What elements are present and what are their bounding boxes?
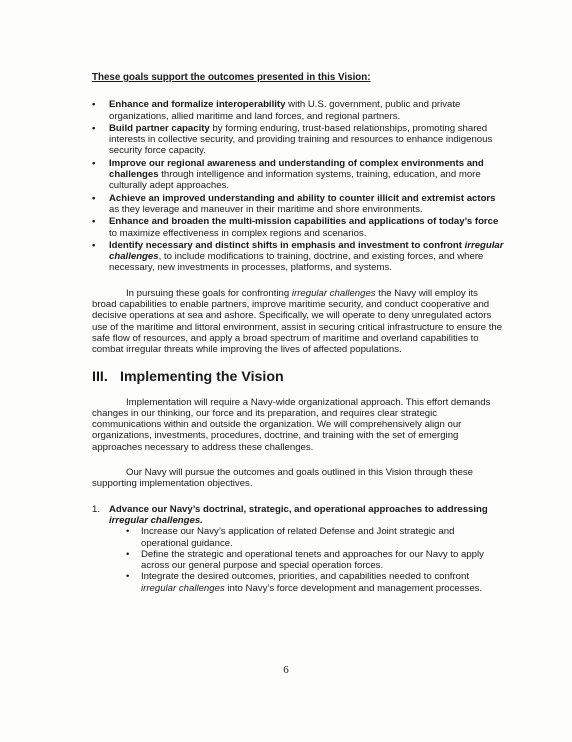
- goal-text: , to include modifications to training, doctrine, and existing forces, and where necessary, new investments in processes, platforms, and systems.: [109, 251, 484, 274]
- sub-item-text-end: into Navy’s force development and management processes.: [224, 582, 483, 594]
- goal-item: [92, 99, 504, 122]
- pursuing-italic: irregular challenges: [291, 287, 376, 299]
- section-number: III.: [92, 368, 108, 385]
- goal-text: to maximize effectiveness in complex regions and scenarios.: [109, 227, 367, 239]
- goal-bold: Achieve an improved understanding and ability to counter illicit and extremist actors: [109, 192, 496, 204]
- page-content: [92, 72, 504, 594]
- section-title: Implementing the Vision: [120, 368, 284, 385]
- goal-text: by forming enduring, trust-based relationships, promoting shared interests in collective security, and providing training and resources to enhance indigenous security force capacity.: [109, 122, 493, 157]
- sub-item-text-start: Integrate the desired outcomes, priorities, and capabilities needed to confront: [141, 571, 469, 583]
- goals-list: [92, 99, 504, 273]
- pursuing-text-end: the Navy will employ its broad capabilities to enable partners, improve maritime security, and conduct cooperative and decisive operations at sea and ashore. Specifically, we will operate to deny unregulated actors use of the maritime and littoral environment, assist in securing critical infrastructure to ensure the safe flow of resources, and apply a broad spectrum of maritime and overland capabilities to combat irregular threats while improving the lives of affected populations.: [92, 287, 503, 356]
- objective-item: [92, 504, 504, 594]
- goal-item: [92, 123, 504, 157]
- goal-text: with U.S. government, public and private organizations, allied maritime and land forces, and regional partners.: [109, 99, 461, 122]
- objective-bold: Advance our Navy’s doctrinal, strategic, and operational approaches to addressing: [109, 503, 488, 515]
- goal-item: [92, 158, 504, 192]
- objective-number: 1.: [92, 503, 101, 515]
- page-number: 6: [283, 664, 289, 676]
- goal-bold: Build partner capacity: [109, 122, 210, 134]
- section-heading: [92, 369, 504, 385]
- sub-item-text: Increase our Navy’s application of related Defense and Joint strategic and operational guidance.: [141, 526, 455, 549]
- sub-item: [126, 526, 504, 549]
- goal-text: through intelligence and information systems, training, education, and more culturally adept approaches.: [109, 169, 481, 192]
- sub-item: [126, 549, 504, 572]
- goals-heading: These goals support the outcomes presented in this Vision:: [92, 72, 371, 83]
- goal-item: [92, 240, 504, 274]
- objective-bold-italic: irregular challenges.: [109, 514, 203, 526]
- goal-bold: Identify necessary and distinct shifts in emphasis and investment to confront: [109, 239, 465, 251]
- sub-item-italic: irregular challenges: [141, 582, 225, 594]
- pursuing-text-start: In pursuing these goals for confronting: [126, 287, 292, 299]
- pursue-paragraph: Our Navy will pursue the outcomes and goals outlined in this Vision through these supporting implementation objectives.: [92, 467, 473, 490]
- goal-bold: Improve our regional awareness and understanding of complex environments and challenges: [109, 157, 484, 181]
- pursuing-paragraph: [92, 288, 504, 356]
- objective-sub-list: [109, 526, 504, 594]
- goal-text: as they leverage and maneuver in their maritime and shore environments.: [109, 203, 423, 215]
- goal-item: [92, 193, 504, 216]
- sub-item: [126, 571, 504, 594]
- goal-item: [92, 216, 504, 239]
- implementation-paragraph: Implementation will require a Navy-wide organizational approach. This effort demands changes in our thinking, our force and its preparation, and requires clear strategic communications within and outside the organization. We will comprehensively align our organizations, investments, procedures, doctrine, and training with the set of emerging approaches necessary to address these challenges.: [92, 396, 491, 453]
- goal-bold-italic: irregular challenges: [109, 239, 504, 263]
- sub-item-text: Define the strategic and operational tenets and approaches for our Navy to apply across our general purpose and special operation forces.: [141, 548, 484, 572]
- goal-bold: Enhance and broaden the multi-mission capabilities and applications of today’s force: [109, 216, 499, 228]
- goal-bold: Enhance and formalize interoperability: [109, 99, 286, 111]
